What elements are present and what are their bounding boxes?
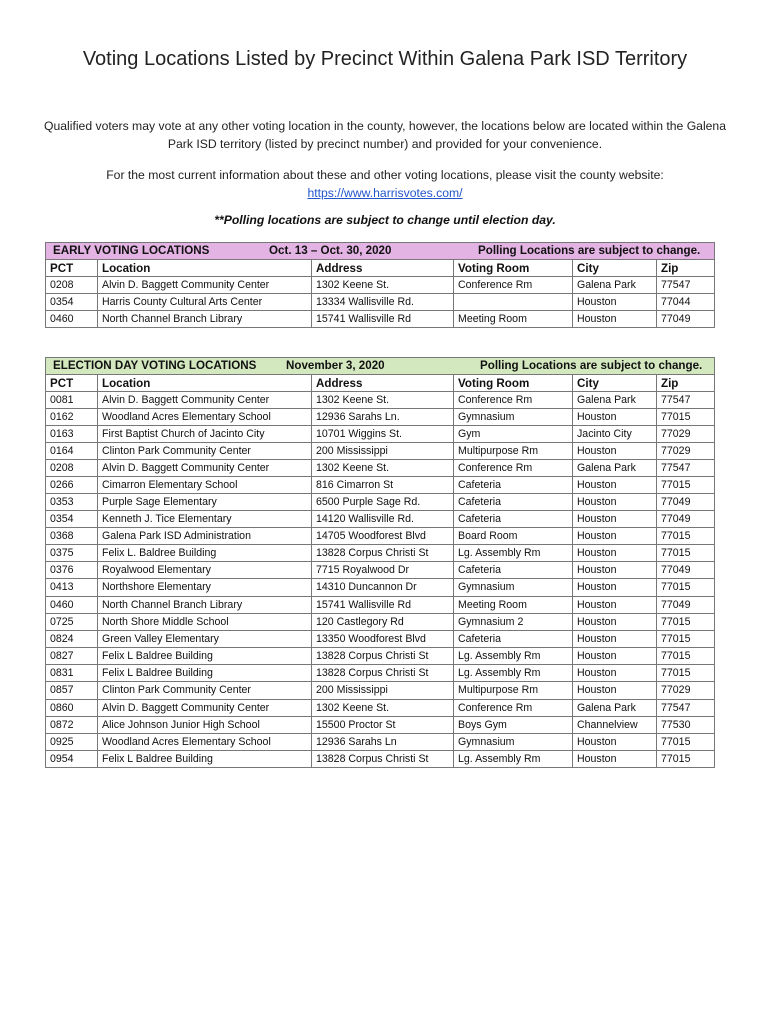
- cell-zip: 77015: [657, 409, 715, 426]
- cell-location: Royalwood Elementary: [98, 562, 312, 579]
- cell-pct: 0925: [46, 734, 98, 751]
- cell-location: Clinton Park Community Center: [98, 682, 312, 700]
- cell-pct: 0413: [46, 579, 98, 597]
- cell-voting-room: Lg. Assembly Rm: [454, 648, 573, 665]
- table-row: [46, 597, 715, 614]
- change-notice: **Polling locations are subject to change until election day.: [214, 213, 556, 227]
- cell-zip: 77049: [657, 494, 715, 511]
- table-row: [46, 579, 715, 597]
- cell-pct: 0208: [46, 277, 98, 294]
- cell-zip: 77015: [657, 631, 715, 648]
- column-header-pct: PCT: [46, 260, 98, 277]
- page-title: Voting Locations Listed by Precinct Within Galena Park ISD Territory: [82, 48, 688, 70]
- cell-zip: 77015: [657, 477, 715, 494]
- cell-location: Felix L Baldree Building: [98, 648, 312, 665]
- cell-pct: 0860: [46, 700, 98, 717]
- cell-address: 120 Castlegory Rd: [312, 614, 454, 631]
- column-header-voting-room: Voting Room: [454, 260, 573, 277]
- election-day-heading: ELECTION DAY VOTING LOCATIONS: [53, 359, 257, 372]
- cell-address: 13350 Woodforest Blvd: [312, 631, 454, 648]
- cell-zip: 77049: [657, 562, 715, 579]
- column-header-city: City: [573, 375, 657, 392]
- cell-zip: 77015: [657, 528, 715, 545]
- cell-location: Green Valley Elementary: [98, 631, 312, 648]
- cell-location: Alvin D. Baggett Community Center: [98, 277, 312, 294]
- cell-city: Houston: [573, 682, 657, 700]
- cell-address: 15741 Wallisville Rd: [312, 311, 454, 328]
- column-header-address: Address: [312, 375, 454, 392]
- cell-zip: 77044: [657, 294, 715, 311]
- cell-address: 816 Cimarron St: [312, 477, 454, 494]
- column-header-address: Address: [312, 260, 454, 277]
- cell-voting-room: Gymnasium: [454, 579, 573, 597]
- cell-address: 12936 Sarahs Ln: [312, 734, 454, 751]
- cell-city: Houston: [573, 665, 657, 682]
- cell-location: Purple Sage Elementary: [98, 494, 312, 511]
- cell-voting-room: Multipurpose Rm: [454, 682, 573, 700]
- table-row: [46, 426, 715, 443]
- table-row: [46, 631, 715, 648]
- cell-location: First Baptist Church of Jacinto City: [98, 426, 312, 443]
- cell-pct: 0725: [46, 614, 98, 631]
- cell-address: 13334 Wallisville Rd.: [312, 294, 454, 311]
- cell-address: 1302 Keene St.: [312, 277, 454, 294]
- table-row: [46, 311, 715, 328]
- cell-address: 14705 Woodforest Blvd: [312, 528, 454, 545]
- cell-address: 6500 Purple Sage Rd.: [312, 494, 454, 511]
- table-row: [46, 614, 715, 631]
- cell-voting-room: Conference Rm: [454, 277, 573, 294]
- info-paragraph: [40, 166, 730, 202]
- cell-city: Houston: [573, 494, 657, 511]
- cell-voting-room: Gymnasium: [454, 734, 573, 751]
- table-row: [46, 511, 715, 528]
- cell-voting-room: Lg. Assembly Rm: [454, 751, 573, 768]
- cell-city: Houston: [573, 751, 657, 768]
- cell-pct: 0162: [46, 409, 98, 426]
- cell-location: Kenneth J. Tice Elementary: [98, 511, 312, 528]
- cell-pct: 0460: [46, 597, 98, 614]
- cell-city: Houston: [573, 631, 657, 648]
- cell-pct: 0368: [46, 528, 98, 545]
- cell-pct: 0824: [46, 631, 98, 648]
- cell-pct: 0954: [46, 751, 98, 768]
- table-row: [46, 409, 715, 426]
- table-row: [46, 665, 715, 682]
- early-voting-column-headers: [46, 260, 715, 277]
- table-row: [46, 494, 715, 511]
- column-header-pct: PCT: [46, 375, 98, 392]
- election-day-table: [45, 357, 715, 768]
- info-text: For the most current information about these and other voting locations, please visit the county website:: [106, 168, 664, 182]
- cell-zip: 77015: [657, 734, 715, 751]
- cell-voting-room: Lg. Assembly Rm: [454, 665, 573, 682]
- cell-address: 10701 Wiggins St.: [312, 426, 454, 443]
- cell-location: North Shore Middle School: [98, 614, 312, 631]
- cell-address: 13828 Corpus Christi St: [312, 648, 454, 665]
- cell-zip: 77015: [657, 665, 715, 682]
- cell-voting-room: Cafeteria: [454, 477, 573, 494]
- cell-address: 15741 Wallisville Rd: [312, 597, 454, 614]
- cell-voting-room: Boys Gym: [454, 717, 573, 734]
- cell-location: Felix L Baldree Building: [98, 665, 312, 682]
- table-row: [46, 734, 715, 751]
- cell-pct: 0354: [46, 294, 98, 311]
- cell-voting-room: Cafeteria: [454, 562, 573, 579]
- cell-pct: 0831: [46, 665, 98, 682]
- cell-pct: 0375: [46, 545, 98, 562]
- cell-city: Houston: [573, 409, 657, 426]
- county-website-link[interactable]: https://www.harrisvotes.com/: [307, 186, 463, 200]
- cell-address: 13828 Corpus Christi St: [312, 665, 454, 682]
- cell-voting-room: Gym: [454, 426, 573, 443]
- cell-city: Galena Park: [573, 392, 657, 409]
- cell-address: 1302 Keene St.: [312, 700, 454, 717]
- cell-location: Woodland Acres Elementary School: [98, 734, 312, 751]
- cell-city: Houston: [573, 648, 657, 665]
- cell-location: Cimarron Elementary School: [98, 477, 312, 494]
- early-voting-table: [45, 242, 715, 328]
- cell-city: Houston: [573, 545, 657, 562]
- cell-zip: 77049: [657, 311, 715, 328]
- cell-location: Alvin D. Baggett Community Center: [98, 700, 312, 717]
- cell-voting-room: [454, 294, 573, 311]
- election-day-rows: [46, 392, 715, 768]
- cell-city: Houston: [573, 311, 657, 328]
- cell-voting-room: Multipurpose Rm: [454, 443, 573, 460]
- cell-voting-room: Cafeteria: [454, 494, 573, 511]
- cell-city: Houston: [573, 528, 657, 545]
- cell-address: 15500 Proctor St: [312, 717, 454, 734]
- cell-city: Jacinto City: [573, 426, 657, 443]
- table-row: [46, 392, 715, 409]
- cell-zip: 77547: [657, 277, 715, 294]
- cell-city: Galena Park: [573, 460, 657, 477]
- cell-city: Houston: [573, 477, 657, 494]
- table-row: [46, 545, 715, 562]
- cell-voting-room: Conference Rm: [454, 392, 573, 409]
- column-header-location: Location: [98, 375, 312, 392]
- early-voting-dates: Oct. 13 – Oct. 30, 2020: [269, 244, 392, 257]
- cell-address: 13828 Corpus Christi St: [312, 545, 454, 562]
- cell-voting-room: Cafeteria: [454, 511, 573, 528]
- cell-voting-room: Conference Rm: [454, 460, 573, 477]
- cell-pct: 0081: [46, 392, 98, 409]
- table-row: [46, 682, 715, 700]
- cell-address: 200 Mississippi: [312, 682, 454, 700]
- cell-location: Alvin D. Baggett Community Center: [98, 392, 312, 409]
- election-day-note: Polling Locations are subject to change.: [480, 359, 703, 372]
- cell-address: 1302 Keene St.: [312, 392, 454, 409]
- column-header-city: City: [573, 260, 657, 277]
- table-row: [46, 528, 715, 545]
- cell-city: Galena Park: [573, 700, 657, 717]
- intro-paragraph: Qualified voters may vote at any other voting location in the county, however, the locations below are located within the Galena Park ISD territory (listed by precinct number) and provided for your convenience.: [44, 119, 726, 151]
- cell-city: Channelview: [573, 717, 657, 734]
- early-voting-heading: EARLY VOTING LOCATIONS: [53, 244, 210, 257]
- cell-pct: 0164: [46, 443, 98, 460]
- cell-location: Felix L. Baldree Building: [98, 545, 312, 562]
- column-header-voting-room: Voting Room: [454, 375, 573, 392]
- cell-location: Alvin D. Baggett Community Center: [98, 460, 312, 477]
- cell-zip: 77547: [657, 392, 715, 409]
- cell-voting-room: Gymnasium 2: [454, 614, 573, 631]
- cell-location: Woodland Acres Elementary School: [98, 409, 312, 426]
- column-header-zip: Zip: [657, 260, 715, 277]
- cell-zip: 77029: [657, 443, 715, 460]
- election-day-dates: November 3, 2020: [286, 359, 385, 372]
- cell-address: 12936 Sarahs Ln.: [312, 409, 454, 426]
- cell-city: Houston: [573, 597, 657, 614]
- table-row: [46, 443, 715, 460]
- cell-address: 200 Mississippi: [312, 443, 454, 460]
- cell-voting-room: Meeting Room: [454, 597, 573, 614]
- column-header-zip: Zip: [657, 375, 715, 392]
- cell-pct: 0872: [46, 717, 98, 734]
- table-row: [46, 700, 715, 717]
- cell-zip: 77029: [657, 426, 715, 443]
- cell-city: Houston: [573, 734, 657, 751]
- table-row: [46, 294, 715, 311]
- cell-pct: 0353: [46, 494, 98, 511]
- cell-location: Harris County Cultural Arts Center: [98, 294, 312, 311]
- cell-pct: 0354: [46, 511, 98, 528]
- cell-city: Galena Park: [573, 277, 657, 294]
- table-row: [46, 717, 715, 734]
- early-voting-note: Polling Locations are subject to change.: [478, 244, 701, 257]
- cell-zip: 77015: [657, 751, 715, 768]
- election-day-column-headers: [46, 375, 715, 392]
- cell-zip: 77547: [657, 460, 715, 477]
- cell-city: Houston: [573, 614, 657, 631]
- cell-pct: 0376: [46, 562, 98, 579]
- table-row: [46, 460, 715, 477]
- cell-location: Clinton Park Community Center: [98, 443, 312, 460]
- cell-voting-room: Meeting Room: [454, 311, 573, 328]
- cell-zip: 77015: [657, 614, 715, 631]
- cell-address: 13828 Corpus Christi St: [312, 751, 454, 768]
- table-row: [46, 477, 715, 494]
- cell-location: Felix L Baldree Building: [98, 751, 312, 768]
- cell-address: 1302 Keene St.: [312, 460, 454, 477]
- early-voting-rows: [46, 277, 715, 328]
- table-row: [46, 562, 715, 579]
- table-row: [46, 751, 715, 768]
- cell-city: Houston: [573, 511, 657, 528]
- cell-location: North Channel Branch Library: [98, 311, 312, 328]
- cell-city: Houston: [573, 579, 657, 597]
- cell-zip: 77015: [657, 545, 715, 562]
- cell-pct: 0208: [46, 460, 98, 477]
- cell-pct: 0460: [46, 311, 98, 328]
- cell-address: 7715 Royalwood Dr: [312, 562, 454, 579]
- cell-voting-room: Board Room: [454, 528, 573, 545]
- cell-voting-room: Cafeteria: [454, 631, 573, 648]
- early-voting-header-row: [46, 243, 715, 260]
- cell-pct: 0163: [46, 426, 98, 443]
- cell-zip: 77530: [657, 717, 715, 734]
- cell-zip: 77015: [657, 648, 715, 665]
- cell-address: 14120 Wallisville Rd.: [312, 511, 454, 528]
- cell-pct: 0266: [46, 477, 98, 494]
- cell-zip: 77547: [657, 700, 715, 717]
- cell-city: Houston: [573, 562, 657, 579]
- election-day-header-row: [46, 358, 715, 375]
- cell-location: Galena Park ISD Administration: [98, 528, 312, 545]
- cell-city: Houston: [573, 443, 657, 460]
- cell-zip: 77049: [657, 597, 715, 614]
- cell-zip: 77049: [657, 511, 715, 528]
- cell-pct: 0827: [46, 648, 98, 665]
- cell-voting-room: Conference Rm: [454, 700, 573, 717]
- cell-address: 14310 Duncannon Dr: [312, 579, 454, 597]
- cell-location: Alice Johnson Junior High School: [98, 717, 312, 734]
- cell-voting-room: Gymnasium: [454, 409, 573, 426]
- table-row: [46, 648, 715, 665]
- cell-voting-room: Lg. Assembly Rm: [454, 545, 573, 562]
- cell-zip: 77015: [657, 579, 715, 597]
- cell-pct: 0857: [46, 682, 98, 700]
- cell-city: Houston: [573, 294, 657, 311]
- column-header-location: Location: [98, 260, 312, 277]
- cell-location: North Channel Branch Library: [98, 597, 312, 614]
- cell-zip: 77029: [657, 682, 715, 700]
- cell-location: Northshore Elementary: [98, 579, 312, 597]
- table-row: [46, 277, 715, 294]
